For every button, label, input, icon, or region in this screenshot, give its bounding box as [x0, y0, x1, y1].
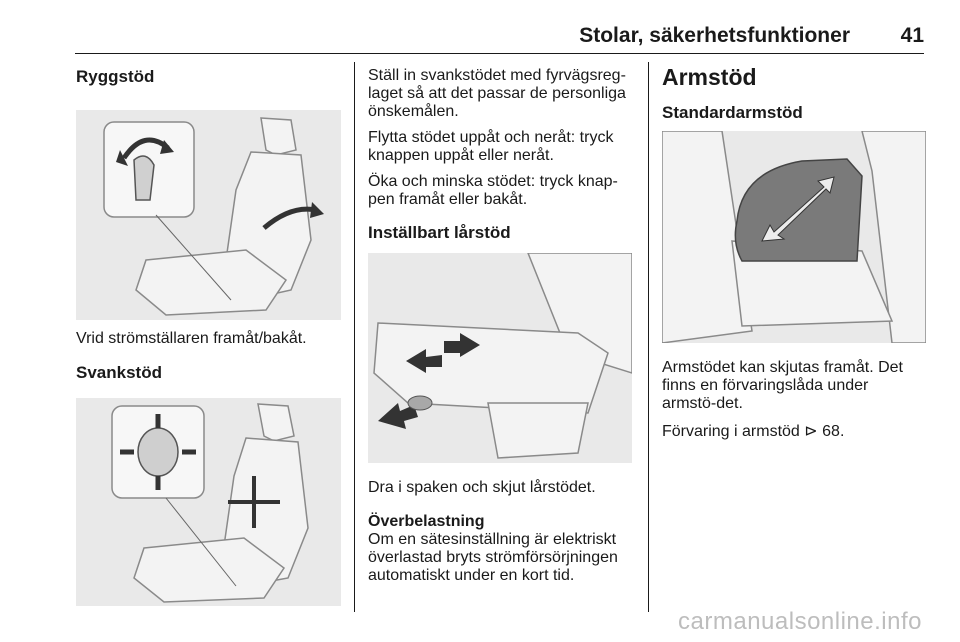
heading-armrest: Armstöd — [662, 64, 757, 90]
text-lumbar-updown: Flytta stödet uppåt och neråt: tryck knappen uppåt eller neråt. — [368, 129, 614, 164]
heading-lumbar: Svankstöd — [76, 363, 162, 382]
page-reference-link[interactable]: 68. — [822, 423, 845, 440]
column-3 — [662, 62, 926, 441]
page-reference-icon: ⊳ — [804, 423, 818, 440]
seat-cushion-illustration — [374, 253, 632, 458]
column-2 — [368, 62, 632, 585]
column-divider-1 — [354, 62, 355, 612]
text-lumbar-adjust: Ställ in svankstödet med fyrvägsreg-laget så att det passar de personliga önskemålen. — [368, 67, 626, 120]
page-number: 41 — [900, 24, 924, 47]
column-divider-2 — [648, 62, 649, 612]
lever-knob — [408, 396, 432, 410]
text-thigh-support: Dra i spaken och skjut lårstödet. — [368, 479, 596, 496]
figure-thigh-support — [368, 253, 632, 463]
text-armrest-storage — [662, 423, 926, 441]
header-rule — [75, 53, 924, 54]
figure-armrest — [662, 131, 926, 343]
heading-standard-armrest: Standardarmstöd — [662, 103, 803, 122]
text-armrest: Armstödet kan skjutas framåt. Det finns en förvaringslåda under armstö-det. — [662, 359, 903, 412]
figure-lumbar-seat — [76, 398, 341, 606]
inset-rotary-control — [104, 122, 194, 217]
inset-four-way-control — [112, 406, 204, 498]
heading-backrest: Ryggstöd — [76, 67, 155, 86]
storage-prefix: Förvaring i armstöd — [662, 423, 800, 440]
column-1 — [76, 62, 341, 606]
overload-text: Om en sätesinställning är elektriskt överlastad bryts strömförsörjningen automatiskt under en kort tid. — [368, 531, 618, 584]
heading-thigh-support: Inställbart lårstöd — [368, 223, 511, 242]
text-backrest: Vrid strömställaren framåt/bakåt. — [76, 330, 307, 347]
watermark: carmanualsonline.info — [678, 608, 922, 635]
figure-backrest-seat — [76, 110, 341, 320]
header-title: Stolar, säkerhetsfunktioner — [579, 24, 850, 47]
text-lumbar-inout: Öka och minska stödet: tryck knap-pen framåt eller bakåt. — [368, 173, 618, 208]
overload-title: Överbelastning — [368, 513, 485, 530]
